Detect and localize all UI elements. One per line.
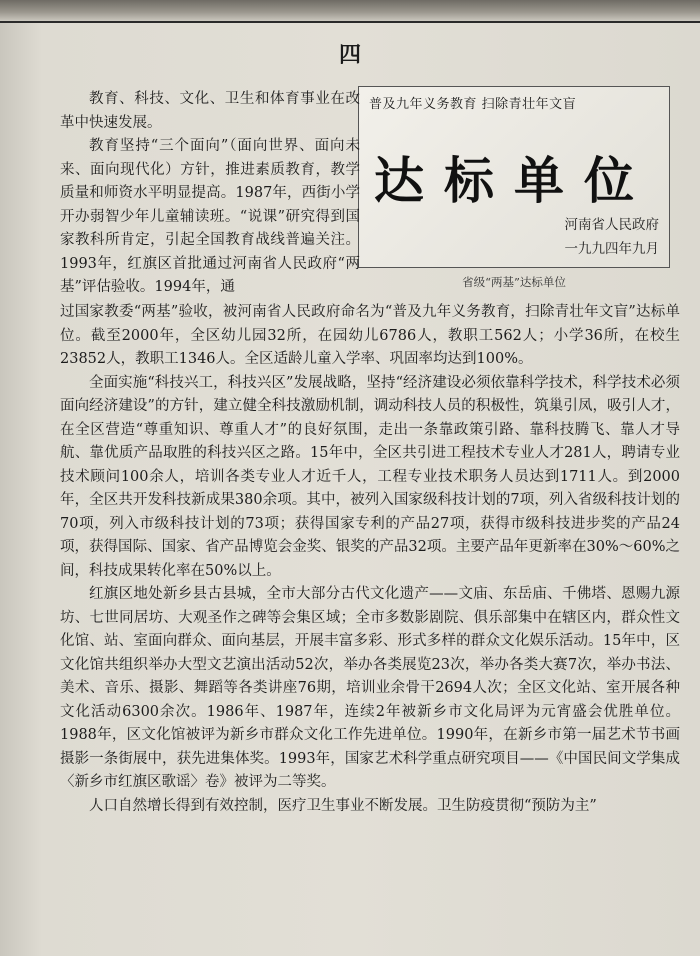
paragraph-culture: 红旗区地处新乡县古县城，全市大部分古代文化遗产——文庙、东岳庙、千佛塔、恩赐九源坊、七世同居坊、大观圣作之碑等会集区域；全市多数影剧院、俱乐部集中在辖区内，群众性文化馆、站、室面向群众、面向基层，开展丰富多彩、形式多样的群众文化娱乐活动。15年中，区文化馆共组织举办大型文艺演出活动52次，举办各类展览23次，举办各类大赛7次，举办书法、美术、音乐、摄影、舞蹈等各类讲座76期，培训业余骨干2694人次；全区文化站、室开展各种文化活动6300余次。1986年、1987年，连续2年被新乡市文化局评为元宵盛会优胜单位。1988年，区文化馆被评为新乡市群众文化工作先进单位。1990年，在新乡市第一届艺术节书画摄影一条街展中，获先进集体奖。1993年，国家艺术科学重点研究项目——《中国民间文学集成〈新乡市红旗区歌谣〉卷》被评为二等奖。 bbox=[60, 586, 680, 790]
certificate-date: 一九九四年九月 bbox=[564, 241, 659, 257]
main-column bbox=[60, 301, 680, 818]
paragraph-education-cont: 过国家教委“两基”验收，被河南省人民政府命名为“普及九年义务教育，扫除青壮年文盲”达标单位。截至2000年，全区幼儿园32所，在园幼儿6786人，教职工562人；小学36所，在校生23852人，教职工1346人。全区适龄儿童入学率、巩固率均达到100%。 bbox=[60, 304, 680, 367]
paragraph-health: 人口自然增长得到有效控制，医疗卫生事业不断发展。卫生防疫贯彻“预防为主” bbox=[89, 797, 597, 814]
certificate-issuer: 河南省人民政府 bbox=[564, 217, 659, 233]
paragraph-overview: 教育、科技、文化、卫生和体育事业在改革中快速发展。 bbox=[60, 91, 360, 131]
header-rule bbox=[0, 21, 700, 23]
paragraph-education-start: 教育坚持“三个面向”（面向世界、面向未来、面向现代化）方针，推进素质教育，教学质量和师资水平明显提高。1987年，西街小学开办弱智少年儿童辅读班。“说课”研究得到国家教科所肯定，引起全国教育战线普遍关注。1993年，红旗区首批通过河南省人民政府“两基”评估验收。1994年，通 bbox=[60, 138, 360, 295]
page-top-edge bbox=[0, 0, 700, 22]
section-number: 四 bbox=[338, 42, 361, 68]
certificate-top-line: 普及九年义务教育 扫除青壮年文盲 bbox=[369, 97, 577, 112]
certificate-title: 达标单位 bbox=[374, 151, 654, 210]
paragraph-technology: 全面实施“科技兴工，科技兴区”发展战略，坚持“经济建设必须依靠科学技术，科学技术必须面向经济建设”的方针，建立健全科技激励机制，调动科技人员的积极性，筑巢引凤，吸引人才，在全区营造“尊重知识、尊重人才”的良好氛围，走出一条靠政策引路、靠科技腾飞、靠人才导航、靠优质产品取胜的科技兴区之路。15年中，全区共引进工程技术专业人才281人，聘请专业技术顾问100余人，培训各类专业人才近千人，工程专业技术职务人员达到1711人。到2000年，全区共开发科技新成果380余项。其中，被列入国家级科技计划的7项，列入省级科技计划的70项，列入市级科技计划的73项；获得国家专利的产品27项，获得市级科技进步奖的产品24项，获得国际、国家、省产品博览会金奖、银奖的产品32项。主要产品年更新率在30%～60%之间，科技成果转化率在50%以上。 bbox=[60, 374, 680, 579]
intro-column bbox=[60, 88, 680, 300]
figure-caption: 省级“两基”达标单位 bbox=[462, 275, 566, 289]
